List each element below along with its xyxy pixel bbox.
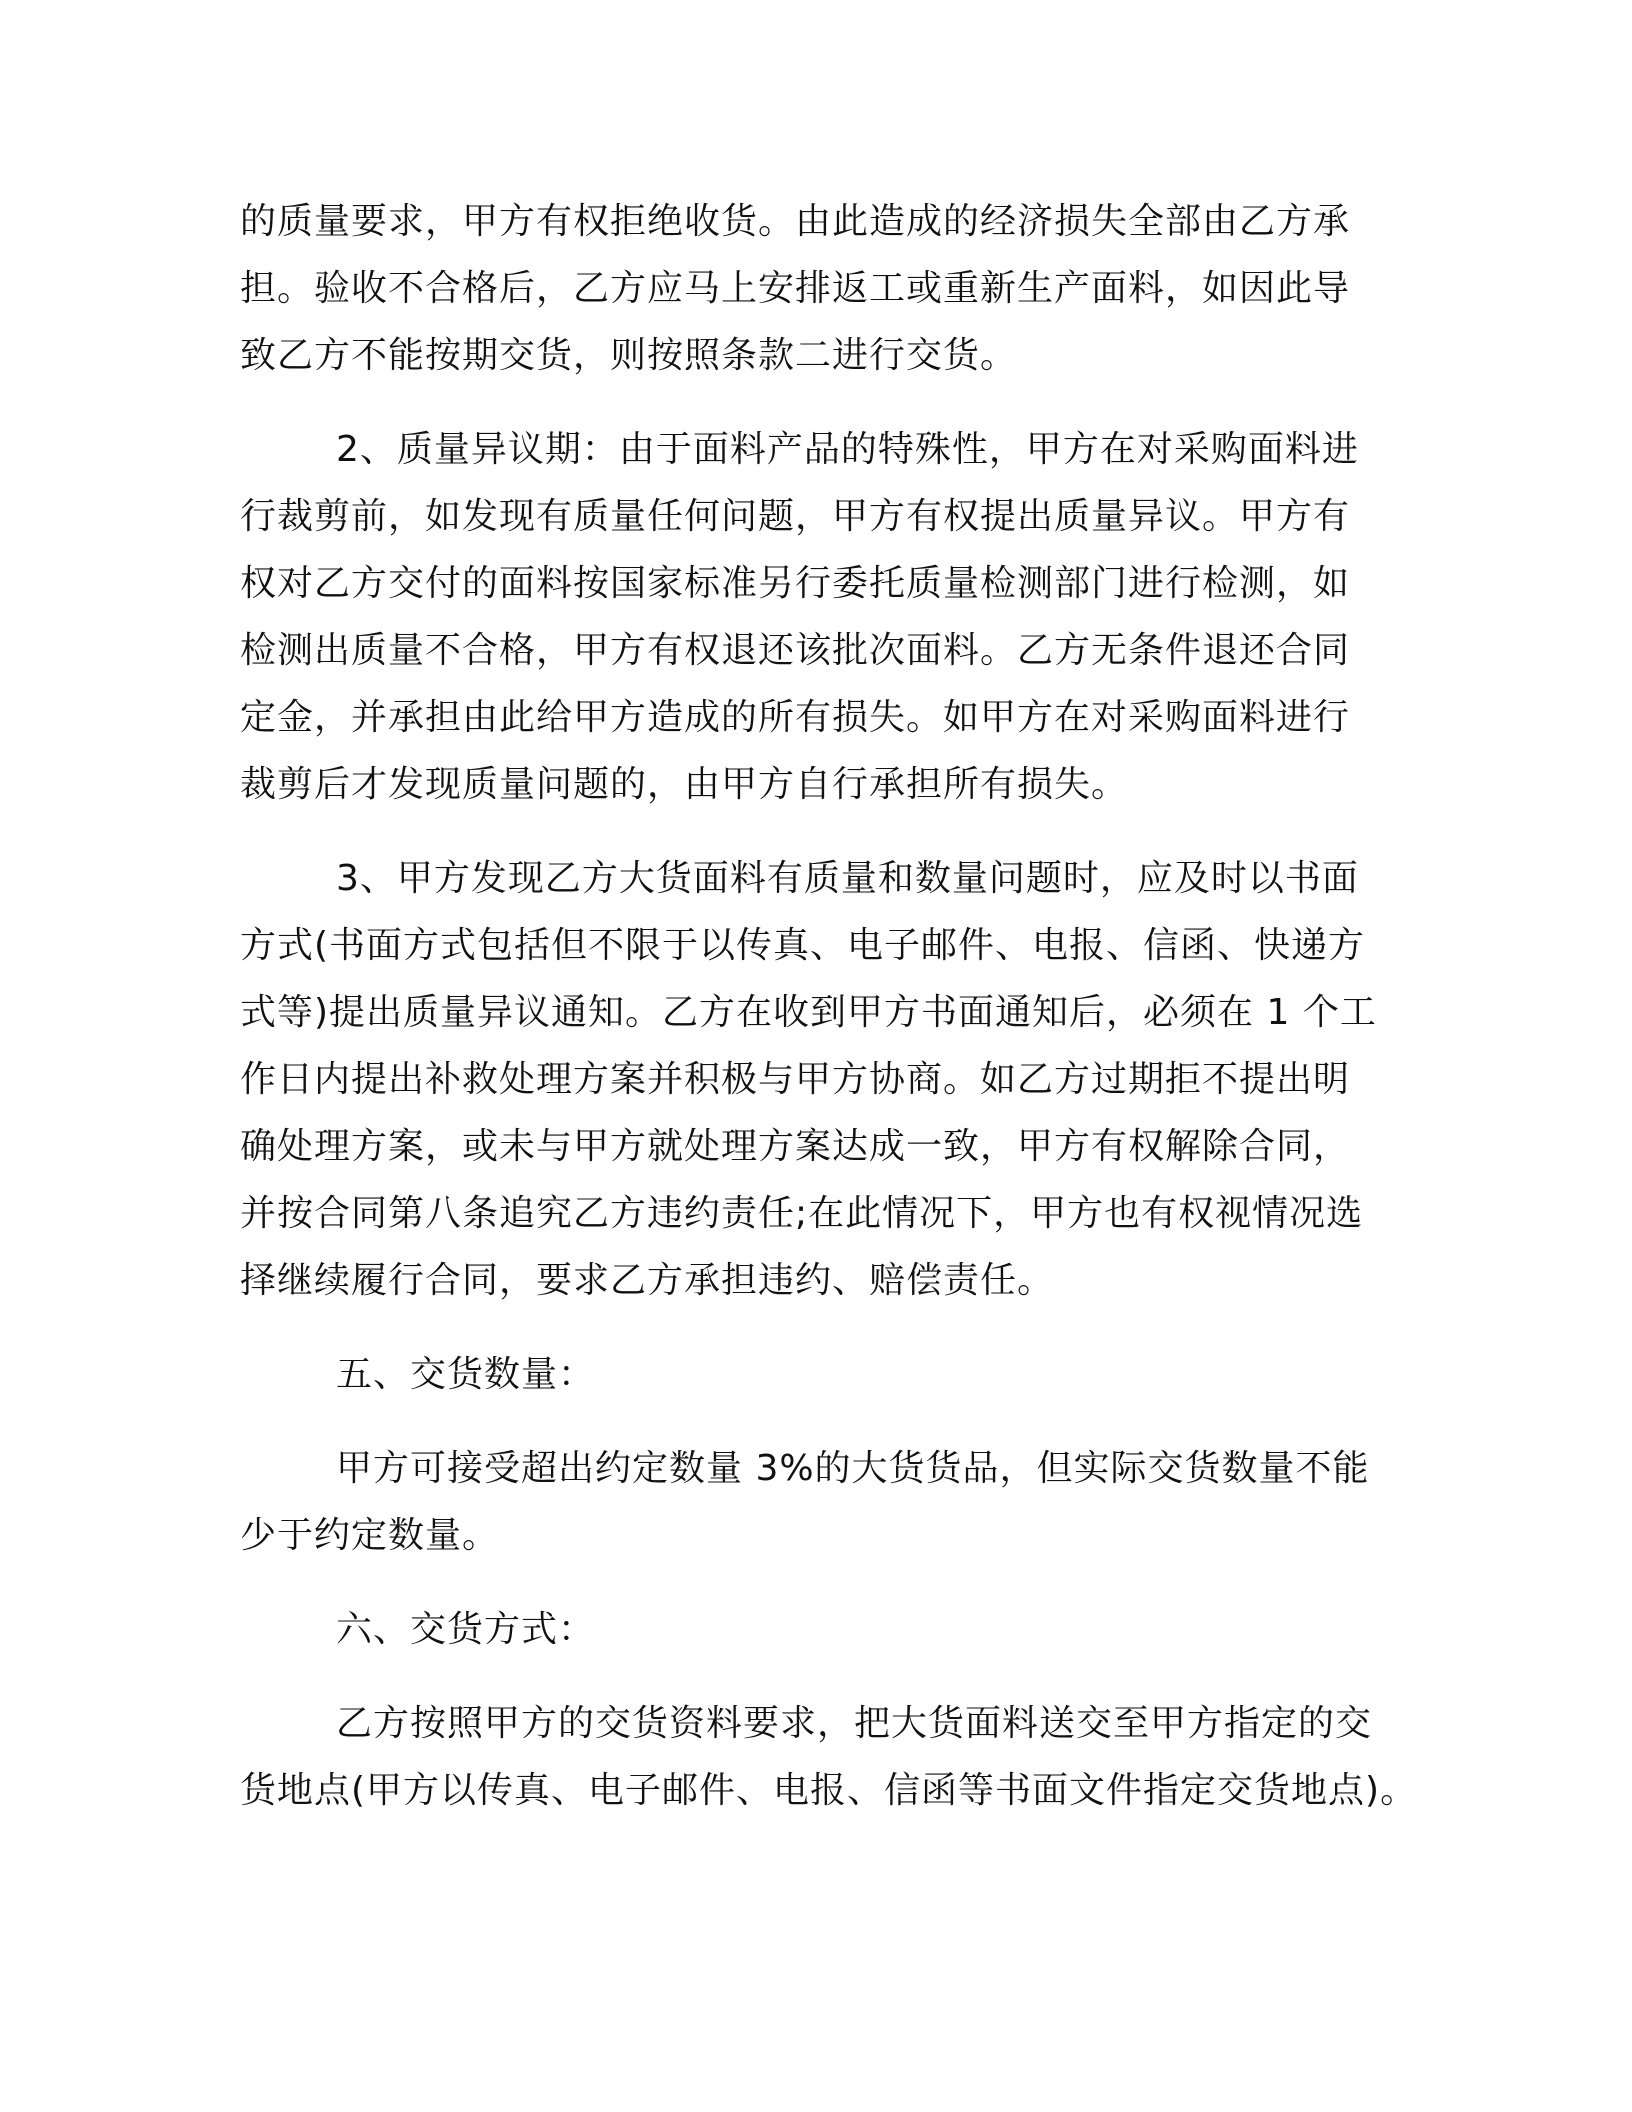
paragraph-quality-objection-period [240, 416, 1405, 818]
document-page [240, 188, 1418, 1824]
text-line: 少于约定数量。 [240, 1515, 500, 1556]
text-line: 乙方按照甲方的交货资料要求，把大货面料送交至甲方指定的交 [336, 1703, 1373, 1744]
text-line: 方式(书面方式包括但不限于以传真、电子邮件、电报、信函、快递方 [240, 925, 1366, 966]
text-line: 定金，并承担由此给甲方造成的所有损失。如甲方在对采购面料进行 [240, 697, 1351, 738]
text-line: 择继续履行合同，要求乙方承担违约、赔偿责任。 [240, 1260, 1055, 1301]
section-heading: 五、交货数量： [336, 1354, 596, 1395]
paragraph-delivery-method [240, 1690, 1418, 1824]
text-line: 担。验收不合格后，乙方应马上安排返工或重新生产面料，如因此导 [240, 268, 1351, 309]
section-heading: 六、交货方式： [336, 1609, 596, 1650]
text-line: 的质量要求，甲方有权拒绝收货。由此造成的经济损失全部由乙方承 [240, 201, 1351, 242]
text-line: 式等)提出质量异议通知。乙方在收到甲方书面通知后，必须在 1 个工 [240, 992, 1377, 1033]
text-line: 裁剪后才发现质量问题的，由甲方自行承担所有损失。 [240, 764, 1129, 805]
text-line: 甲方可接受超出约定数量 3%的大货货品，但实际交货数量不能 [336, 1448, 1370, 1489]
paragraph-quality-rejection [240, 188, 1405, 389]
text-line: 行裁剪前，如发现有质量任何问题，甲方有权提出质量异议。甲方有 [240, 496, 1351, 537]
text-line: 作日内提出补救处理方案并积极与甲方协商。如乙方过期拒不提出明 [240, 1059, 1351, 1100]
section-heading-delivery-method [240, 1596, 1405, 1663]
paragraph-delivery-quantity [240, 1435, 1405, 1569]
text-line: 确处理方案，或未与甲方就处理方案达成一致，甲方有权解除合同， [240, 1126, 1351, 1167]
text-line: 致乙方不能按期交货，则按照条款二进行交货。 [240, 335, 1018, 376]
text-line: 2、质量异议期：由于面料产品的特殊性，甲方在对采购面料进 [336, 429, 1359, 470]
text-line: 货地点(甲方以传真、电子邮件、电报、信函等书面文件指定交货地点)。 [240, 1770, 1418, 1811]
text-line: 权对乙方交付的面料按国家标准另行委托质量检测部门进行检测，如 [240, 563, 1351, 604]
section-heading-delivery-quantity [240, 1341, 1405, 1408]
text-line: 并按合同第八条追究乙方违约责任;在此情况下，甲方也有权视情况选 [240, 1193, 1364, 1234]
text-line: 3、甲方发现乙方大货面料有质量和数量问题时，应及时以书面 [336, 858, 1359, 899]
paragraph-quality-notice [240, 845, 1405, 1314]
text-line: 检测出质量不合格，甲方有权退还该批次面料。乙方无条件退还合同 [240, 630, 1351, 671]
